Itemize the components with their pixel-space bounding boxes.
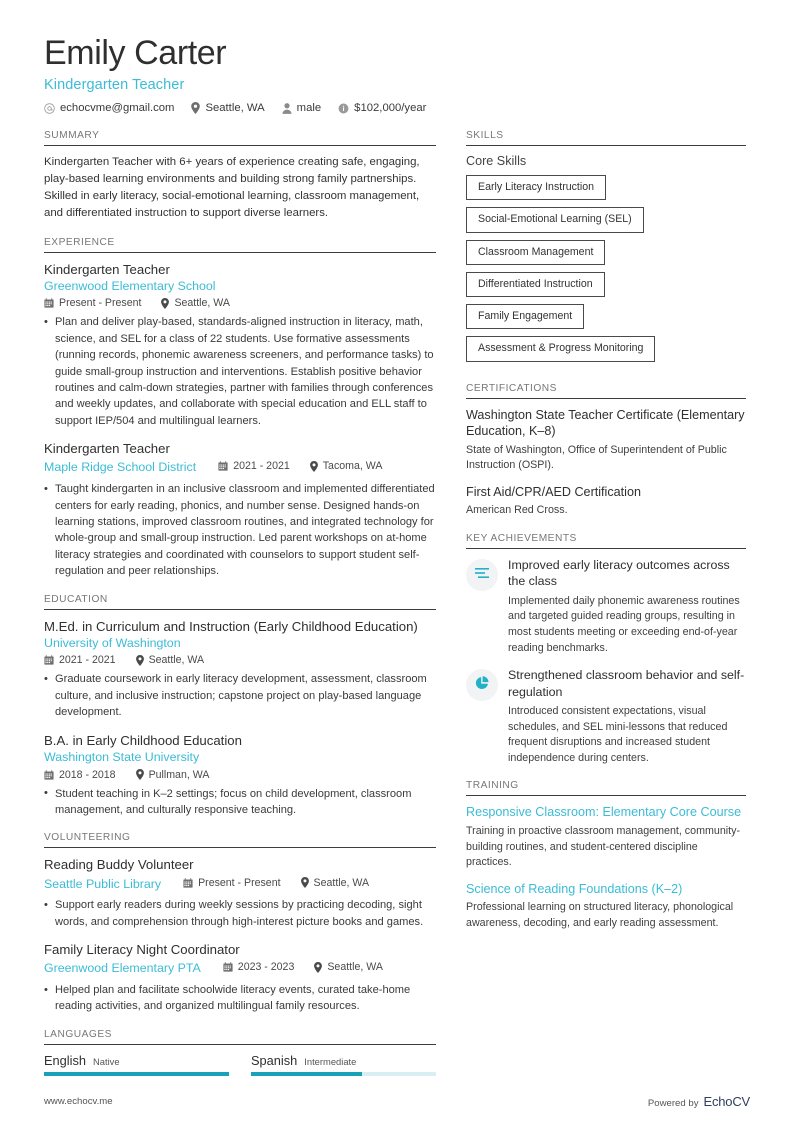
volunteering-dates-value: 2023 - 2023 [237,961,295,974]
section-rule [466,795,746,796]
language-level: Native [92,1055,120,1067]
resume-header [44,34,750,114]
experience-org[interactable]: Maple Ridge School District [44,460,197,475]
footer-website[interactable]: www.echocv.me [44,1096,113,1107]
right-column [466,130,746,945]
skill-pill: Assessment & Progress Monitoring [466,336,655,361]
volunteering-entry [44,856,436,930]
section-rule [44,1044,436,1045]
contact-gender [282,102,322,114]
training-name[interactable]: Responsive Classroom: Elementary Core Course [466,805,742,820]
section-title-certifications: CERTIFICATIONS [466,382,557,394]
skill-pill: Family Engagement [466,304,584,329]
education-bullets [44,786,436,819]
language-name: English [44,1052,86,1068]
volunteering-meta [223,961,383,973]
location-pin-icon [161,298,169,309]
section-volunteering [44,832,436,1014]
summary-text: Kindergarten Teacher with 6+ years of experience creating safe, engaging, play-based learning environments and building strong family partnerships. Skilled in early literacy, social-emotional learning, classroom management, and differentiated instruction to support diverse learners. [44,156,420,220]
languages-row [44,1053,436,1076]
language-proficiency-bar [251,1072,436,1076]
achievement-body [508,557,746,656]
volunteering-location-value: Seattle, WA [313,876,370,889]
person-icon [282,103,292,114]
skill-pill: Social-Emotional Learning (SEL) [466,207,644,232]
achievement-title: Improved early literacy outcomes across the class [508,557,730,589]
experience-role: Kindergarten Teacher [44,261,170,277]
experience-dates [44,297,141,309]
location-pin-icon [310,461,318,472]
language-item [251,1053,436,1076]
education-meta [44,769,436,781]
calendar-icon [44,770,54,780]
training-desc: Training in proactive classroom management, community-building routines, and student-centered discipline practices. [466,825,741,869]
resume-columns [44,130,750,1090]
contact-location [191,102,264,114]
language-level: Intermediate [304,1055,357,1067]
volunteering-subrow [44,876,436,893]
pie-chart-icon [475,676,489,695]
section-title-volunteering: VOLUNTEERING [44,832,131,844]
salary-icon [338,103,349,114]
achievement-desc: Implemented daily phonemic awareness routines and targeted guided reading groups, resulting in most students meeting or exceeding end-of-year reading benchmarks. [508,594,740,654]
experience-subrow [44,459,436,476]
language-proficiency-fill [44,1072,229,1076]
education-school[interactable]: University of Washington [44,635,181,650]
volunteering-role: Family Literacy Night Coordinator [44,942,240,958]
education-location-value: Seattle, WA [148,654,205,667]
contact-gender-value: male [296,102,322,115]
experience-role: Kindergarten Teacher [44,441,170,457]
experience-org[interactable]: Greenwood Elementary School [44,278,216,293]
footer-brand [648,1094,750,1109]
calendar-icon [44,298,54,308]
skill-pill: Early Literacy Instruction [466,175,606,200]
section-title-training: TRAINING [466,780,519,792]
volunteering-subrow [44,960,436,977]
volunteering-bullets [44,982,436,1015]
language-name: Spanish [251,1052,298,1068]
bullet-item: • Taught kindergarten in an inclusive classroom and implemented differentiated centers for early reading, phonics, and number sense. Designed hands-on learning stations, improved classroom routines, and integrated technology for whole-group and small-group instruction. Led parent workshops on at-home literacy strategies and coordinated with counselors to support student self-regulation and peer relationships. [44,481,436,579]
achievement-title: Strengthened classroom behavior and self-regulation [508,668,745,699]
volunteering-org[interactable]: Seattle Public Library [44,876,162,891]
education-degree: M.Ed. in Curriculum and Instruction (Early Childhood Education) [44,618,418,634]
location-pin-icon [191,102,200,114]
achievement-body [508,667,746,766]
achievement-desc: Introduced consistent expectations, visual schedules, and SEL mini-lessons that reduced frequent disruptions and increased student independence during centers. [508,704,728,764]
section-title-summary: SUMMARY [44,130,100,142]
experience-meta [218,460,382,472]
education-entry [44,618,436,721]
section-title-experience: EXPERIENCE [44,236,115,248]
language-label [44,1053,229,1068]
experience-entry [44,261,436,430]
volunteering-entry [44,941,436,1015]
section-title-key-achievements: KEY ACHIEVEMENTS [466,532,577,544]
section-rule [44,252,436,253]
section-experience [44,237,436,580]
section-rule [466,398,746,399]
text-lines-icon [475,566,489,584]
training-item [466,881,746,932]
skill-pill-row [466,175,746,207]
training-name[interactable]: Science of Reading Foundations (K–2) [466,881,683,896]
bullet-item: • Graduate coursework in early literacy development, assessment, classroom culture, and inclusive instruction; capstone project on play-based language development. [44,671,436,720]
bullet-item: • Plan and deliver play-based, standards-aligned instruction in literacy, math, science, and SEL for a class of 22 students. Use formative assessments (running records, phonemic awareness screeners, and performance tasks) to guide small-group instruction and interventions. Establish positive behavior routines and calm-down strategies, partner with families through conferences and weekly updates, and collaborate with special education and ELL staff to support IEP/504 and multilingual learners. [44,314,436,429]
skill-pill-row [466,304,746,336]
experience-dates-value: 2021 - 2021 [233,460,290,473]
experience-location-value: Tacoma, WA [322,460,383,473]
experience-location [161,297,230,309]
education-location [136,654,205,666]
contact-salary-value: $102,000/year [354,102,427,115]
volunteering-location-value: Seattle, WA [327,961,383,974]
achievement-item [466,557,746,656]
section-title-languages: LANGUAGES [44,1028,112,1040]
volunteering-role: Reading Buddy Volunteer [44,857,194,873]
bullet-item: • Support early readers during weekly sessions by practicing decoding, sight words, and comprehension through high-interest picture books and games. [44,897,436,930]
section-skills [466,130,746,368]
certification-name: First Aid/CPR/AED Certification [466,484,641,499]
section-education [44,594,436,819]
contact-row [44,102,750,114]
skill-pill: Classroom Management [466,240,605,265]
calendar-icon [223,962,233,972]
contact-salary [338,102,426,114]
section-title-education: EDUCATION [44,593,108,605]
section-languages [44,1029,436,1076]
section-rule [466,548,746,549]
experience-dates-value: Present - Present [59,297,142,310]
left-column [44,130,436,1090]
section-title-skills: SKILLS [466,130,504,142]
volunteering-org[interactable]: Greenwood Elementary PTA [44,961,201,976]
section-certifications [466,383,746,519]
certification-desc: American Red Cross. [466,504,568,517]
experience-entry [44,440,436,579]
skill-pill-row [466,336,746,368]
calendar-icon [44,655,54,665]
experience-location [310,460,383,472]
certification-item [466,484,746,519]
volunteering-meta [183,877,369,889]
section-summary [44,130,436,222]
section-rule [44,145,436,146]
skill-pill-row [466,240,746,272]
bullet-item: • Student teaching in K–2 settings; focus on child development, classroom management, and culturally responsive teaching. [44,786,436,819]
certification-desc: State of Washington, Office of Superintendent of Public Instruction (OSPI). [466,443,727,472]
resume-footer [44,1094,750,1109]
language-label [251,1053,436,1068]
education-dates [44,769,116,781]
contact-location-value: Seattle, WA [205,102,265,115]
skill-pill-row [466,207,746,239]
experience-dates [218,460,290,472]
calendar-icon [218,461,228,471]
volunteering-dates [223,961,295,973]
language-proficiency-fill [251,1072,362,1076]
experience-bullets [44,481,436,579]
section-rule [466,145,746,146]
volunteering-location [301,877,370,889]
volunteering-dates-value: Present - Present [198,876,281,889]
education-school[interactable]: Washington State University [44,749,200,764]
location-pin-icon [301,877,309,888]
email-icon [44,103,55,114]
experience-bullets [44,314,436,429]
volunteering-dates [183,877,280,889]
volunteering-location [314,961,383,973]
candidate-job-title: Kindergarten Teacher [44,77,185,94]
location-pin-icon [136,769,144,780]
certification-item [466,407,746,474]
education-dates [44,654,116,666]
footer-powered-by-label: Powered by [647,1098,699,1109]
section-rule [44,609,436,610]
volunteering-bullets [44,897,436,930]
location-pin-icon [136,655,144,666]
bullet-item: • Helped plan and facilitate schoolwide literacy events, curated take-home reading activities, and organized multilingual family resources. [44,982,436,1015]
education-entry [44,732,436,819]
achievement-item [466,667,746,766]
candidate-name: Emily Carter [44,34,227,72]
experience-meta [44,297,436,309]
education-degree: B.A. in Early Childhood Education [44,732,242,748]
echocv-logo: EchoCV [703,1094,750,1109]
language-item [44,1053,229,1076]
certification-name: Washington State Teacher Certificate (Elementary Education, K–8) [466,407,745,439]
education-meta [44,654,436,666]
experience-location-value: Seattle, WA [174,297,230,310]
skill-pill: Differentiated Instruction [466,272,605,297]
contact-email-value: echocvme@gmail.com [60,102,175,115]
education-bullets [44,671,436,720]
education-dates-value: 2018 - 2018 [59,768,116,781]
education-dates-value: 2021 - 2021 [59,654,116,667]
education-location-value: Pullman, WA [148,768,210,781]
section-key-achievements [466,533,746,767]
education-location [136,769,210,781]
section-rule [44,847,436,848]
calendar-icon [183,878,193,888]
skills-group-name: Core Skills [466,154,527,169]
skill-pill-row [466,272,746,304]
training-item [466,804,746,870]
contact-email [44,102,174,114]
location-pin-icon [314,962,322,973]
section-training [466,780,746,931]
training-desc: Professional learning on structured literacy, phonological awareness, decoding, and early reading assessment. [466,901,734,929]
achievement-icon-wrap [466,559,498,591]
language-proficiency-bar [44,1072,229,1076]
achievement-icon-wrap [466,669,498,701]
